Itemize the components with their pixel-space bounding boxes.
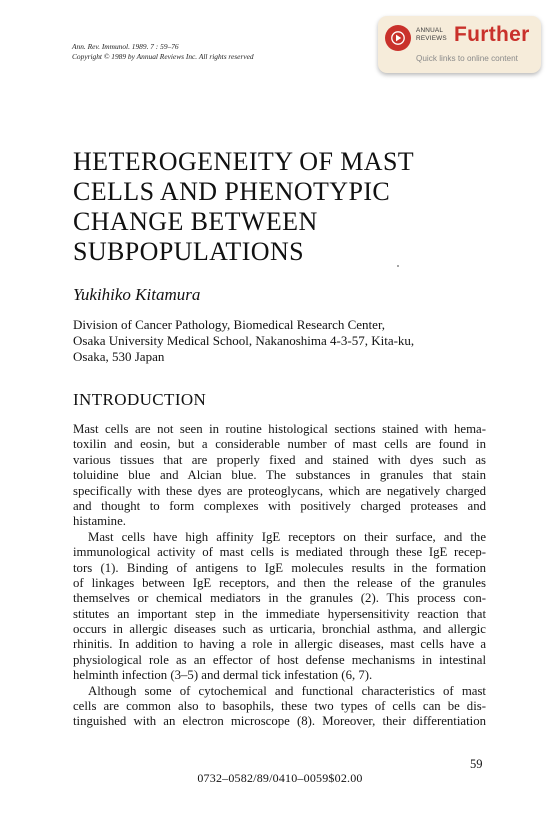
body-line: Mast cells are not seen in routine histological sections stained with hema- — [73, 422, 486, 436]
body-line: rhinitis. In addition to having a role in allergic diseases, mast cells have a — [73, 637, 486, 652]
body-line: toluidine blue and Alcian blue. The substances in granules that stain — [73, 468, 486, 483]
page-number: 59 — [470, 757, 483, 771]
further-link-text[interactable]: Quick links to online content — [416, 54, 518, 63]
title-line: HETEROGENEITY OF MAST — [73, 147, 415, 176]
body-line: specifically with these dyes are proteoglycans, which are negatively charged — [73, 483, 486, 498]
body-line: immunological activity of mast cells is mediated through these IgE recep- — [73, 545, 486, 560]
citation-line-1: Ann. Rev. Immunol. 1989. 7 : 59–76 — [72, 42, 179, 51]
body-line: of linkages between IgE receptors, and then the release of the granules — [73, 575, 486, 590]
author-name: Yukihiko Kitamura — [73, 285, 201, 304]
body-line: occurs in allergic diseases such as urticaria, bronchial asthma, and allergic — [73, 622, 486, 637]
citation-line-2: Copyright © 1989 by Annual Reviews Inc. All rights reserved — [72, 52, 254, 61]
play-arrow-icon — [385, 25, 411, 51]
body-line: Although some of cytochemical and functional characteristics of mast — [88, 683, 486, 698]
title-line: CHANGE BETWEEN — [73, 207, 318, 236]
body-line: tors (1). Binding of antigens to IgE molecules results in the formation — [73, 560, 486, 575]
publisher-wordmark — [416, 27, 452, 42]
section-heading: INTRODUCTION — [73, 390, 207, 409]
journal-citation — [72, 42, 254, 62]
body-line: Mast cells have high affinity IgE receptors on their surface, and the — [88, 529, 486, 544]
body-text — [73, 422, 486, 730]
title-line: SUBPOPULATIONS — [73, 237, 304, 266]
body-line: stitutes an important step in the immediate hypersensitivity reaction that — [73, 606, 486, 621]
title-line: CELLS AND PHENOTYPIC — [73, 177, 391, 206]
body-line: helminth infection (3–5) and dermal tick infestation (6, 7). — [73, 668, 373, 683]
body-line: tinguished with an electron microscope (8). Moreover, their differentiation — [73, 714, 486, 729]
body-line: cells are common also to basophils, these two types of cells can be dis- — [73, 699, 486, 714]
body-line: themselves or chemical mediators in the granules (2). This process con- — [73, 591, 486, 606]
annual-reviews-further-banner[interactable] — [378, 16, 541, 73]
affiliation-line: Osaka University Medical School, Nakanoshima 4-3-57, Kita-ku, — [73, 333, 415, 348]
article-title — [73, 147, 414, 267]
body-line: and thought to form complexes with positively charged proteases and — [73, 498, 486, 513]
body-line: histamine. — [73, 514, 126, 529]
body-line: various tissues that are properly fixed and stained with dyes such as — [73, 452, 486, 467]
body-line: physiological role as an effector of host defense mechanisms in intestinal — [73, 652, 486, 667]
affiliation-line: Division of Cancer Pathology, Biomedical Research Center, — [73, 317, 385, 332]
body-line: toxilin and eosin, but a considerable number of mast cells are found in — [73, 437, 486, 452]
publisher-line-1: ANNUAL — [416, 27, 444, 34]
issn-price-code: 0732–0582/89/0410–0059$02.00 — [197, 771, 363, 785]
scan-dot — [397, 265, 399, 267]
affiliation-line: Osaka, 530 Japan — [73, 349, 165, 364]
author-affiliation — [73, 317, 414, 365]
publisher-line-2: REVIEWS — [416, 34, 447, 42]
further-brand: Further — [454, 23, 530, 46]
